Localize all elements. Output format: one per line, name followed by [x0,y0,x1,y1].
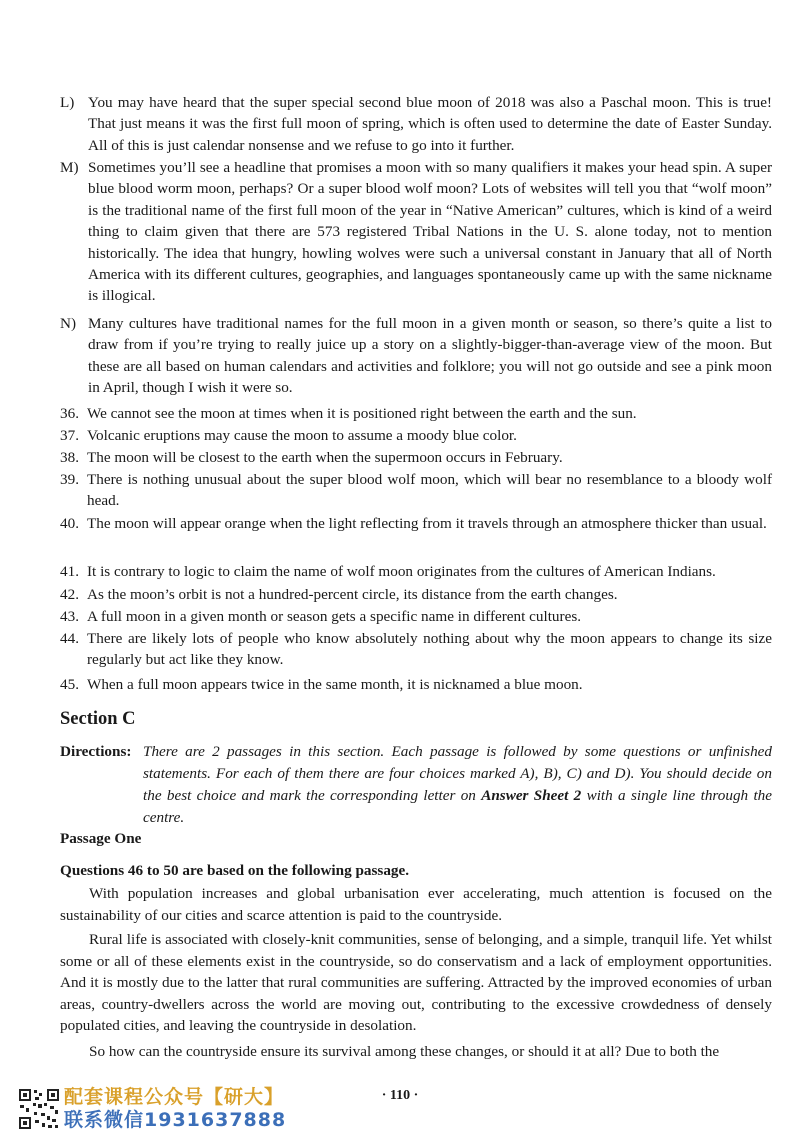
statement-38 [60,447,772,468]
statement-text: There is nothing unusual about the super blood wolf moon, which will bear no resemblance to a bloody wolf head. [87,471,772,510]
statement-36 [60,403,772,424]
page-number: · 110 · [381,1088,419,1103]
watermark [64,1086,286,1132]
passage-title: Passage One [60,830,142,847]
paragraph-text: You may have heard that the super special second blue moon of 2018 was also a Paschal moon. This is true! That just means it was the first full moon of spring, which is often used to determine the date of Easter Sunday. All of this is just calendar nonsense and we refuse to go into it further. [88,94,772,154]
statement-37 [60,425,772,446]
statement-number: 36. [60,405,79,422]
qr-code-icon [18,1088,60,1130]
statement-number: 41. [60,563,79,580]
statement-text: It is contrary to logic to claim the name of wolf moon originates from the cultures of American Indians. [87,563,716,580]
directions-text [143,741,772,829]
statement-text: There are likely lots of people who know absolutely nothing about why the moon appears to change its size regularly but act like they know. [87,630,772,669]
statement-number: 37. [60,427,79,444]
paragraph-l [60,92,772,156]
section-title: Section C [60,709,136,729]
statement-number: 38. [60,449,79,466]
statement-number: 39. [60,471,79,488]
body-paragraph-1: With population increases and global urbanisation ever accelerating, much attention is focused on the sustainability of our cities and scarce attention is paid to the countryside. [60,885,772,924]
statement-43 [60,606,772,627]
statement-number: 45. [60,676,79,693]
directions-text-part2: with a single line through the centre. [143,787,772,826]
statement-44 [60,628,772,671]
statement-number: 42. [60,586,79,603]
statement-text: When a full moon appears twice in the same month, it is nicknamed a blue moon. [87,676,583,693]
body-paragraph-2: Rural life is associated with closely-knit communities, sense of belonging, and a simple, tranquil life. Yet whilst some or all of these elements exist in the countryside, so do conservatism and a lack of employment opportunities. And it is mostly due to the latter that rural communities are suffering. Attracted by the improved economies of urban areas, country-dwellers across the world are moving out, contributing to the excessive crowdedness of densely populated cities, and leaving the countryside in desolation. [60,931,772,1035]
paragraph-label: L) [60,94,75,111]
paragraph-m [60,157,772,307]
paragraph-text: Sometimes you’ll see a headline that promises a moon with so many qualifiers it makes your head spin. A super blue blood worm moon, perhaps? Or a super blood wolf moon? Lots of websites will tell you that “wolf moon” is the traditional name of the first full moon of the year in “Native American” cultures, which is kind of a weird thing to claim given that there are 573 registered Tribal Nations in the U. S. alone today, not to mention historically. The idea that hungry, howling wolves were such a universal constant in January that all of North America with its different cultures, geographies, and languages spontaneously came up with the same nickname is illogical. [88,159,772,305]
paragraph-n [60,313,772,399]
statement-number: 44. [60,630,79,647]
paragraph-label: N) [60,315,77,332]
statement-number: 40. [60,515,79,532]
statement-45 [60,674,772,695]
watermark-line-1: 配套课程公众号【研大】 [64,1086,285,1108]
statement-text: The moon will appear orange when the light reflecting from it travels through an atmosphere thicker than usual. [87,515,767,532]
statement-text: We cannot see the moon at times when it is positioned right between the earth and the sun. [87,405,637,422]
answer-sheet-reference: Answer Sheet 2 [481,787,582,804]
statement-text: Volcanic eruptions may cause the moon to assume a moody blue color. [87,427,517,444]
watermark-line-2: 联系微信1931637888 [64,1109,287,1131]
body-paragraph-3: So how can the countryside ensure its survival among these changes, or should it at all? Due to both the [89,1043,720,1060]
questions-heading: Questions 46 to 50 are based on the following passage. [60,862,410,879]
statement-40 [60,513,772,534]
statement-41 [60,561,772,582]
directions-text-part1: There are 2 passages in this section. Each passage is followed by some questions or unfinished statements. For each of them there are four choices marked A), B), C) and D). You should decide on the best choice and mark the corresponding letter on [143,743,772,804]
directions [60,741,772,829]
statement-42 [60,584,772,605]
paragraph-text: Many cultures have traditional names for the full moon in a given month or season, so there’s quite a list to draw from if you’re trying to really juice up a story on a slightly-bigger-than-average view of the moon. But these are all based on human calendars and activities and folklore; you will not go outside and see a pink moon in April, though I wish it were so. [88,315,772,397]
directions-label: Directions: [60,743,132,760]
statement-text: A full moon in a given month or season gets a specific name in different cultures. [87,608,582,625]
statement-number: 43. [60,608,79,625]
statement-text: As the moon’s orbit is not a hundred-percent circle, its distance from the earth changes. [87,586,618,603]
statement-text: The moon will be closest to the earth when the supermoon occurs in February. [87,449,563,466]
statement-39 [60,469,772,512]
paragraph-label: M) [60,159,79,176]
